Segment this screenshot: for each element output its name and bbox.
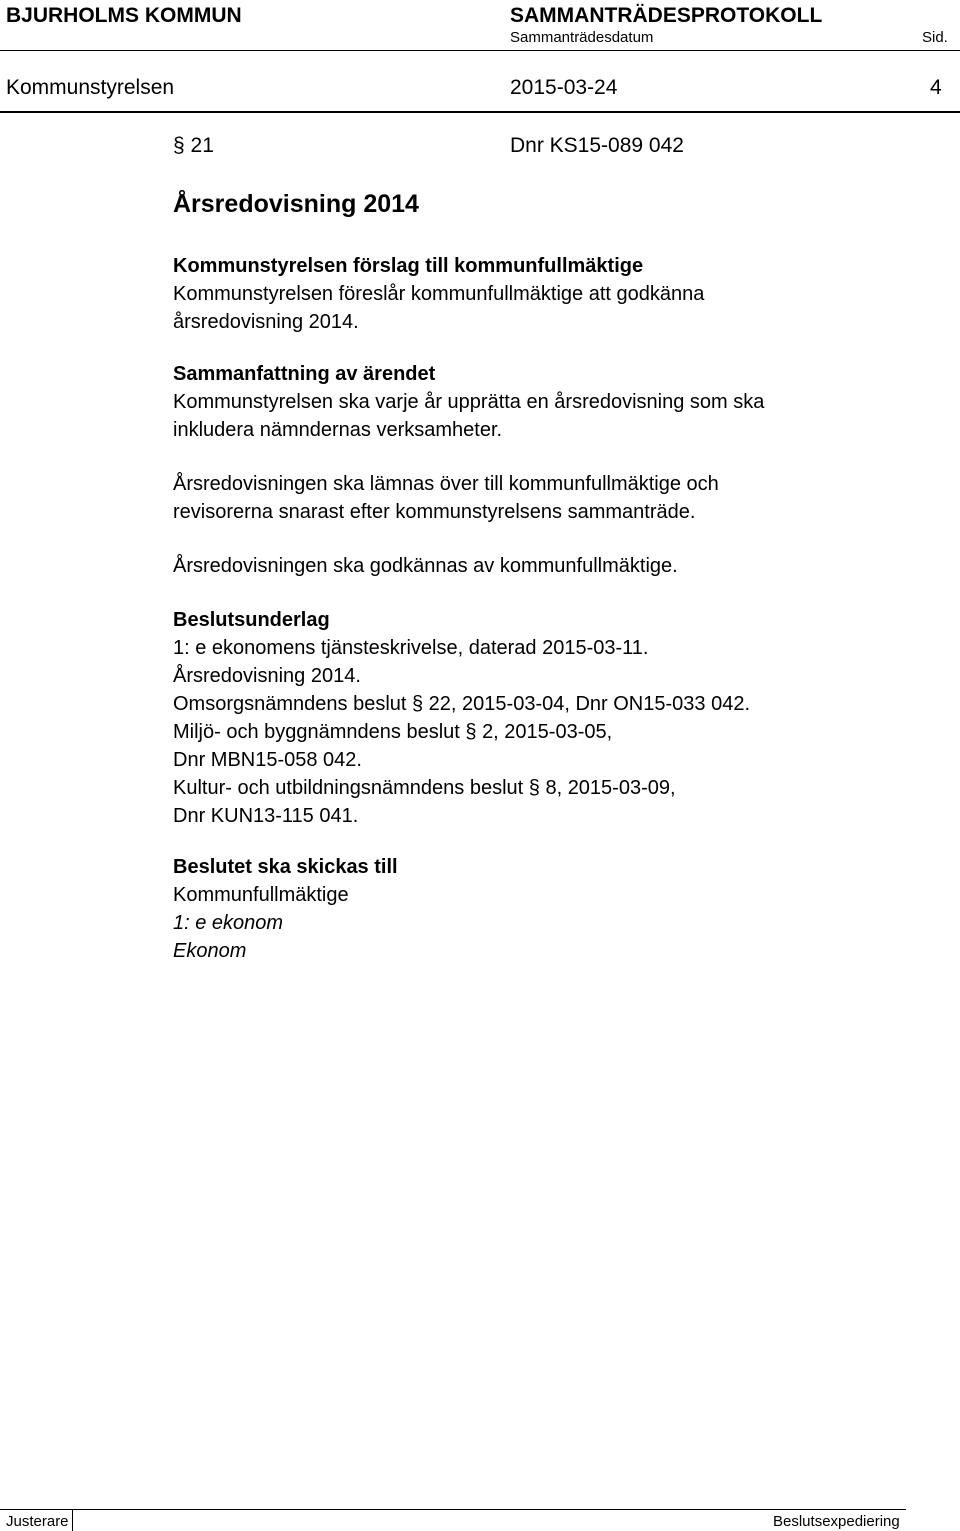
basis-line: Årsredovisning 2014.	[173, 665, 361, 687]
date-label: Sammanträdesdatum	[510, 29, 654, 46]
basis-line: Kultur- och utbildningsnämndens beslut § 8, 2015-03-09,	[173, 777, 676, 799]
summary-line: Kommunstyrelsen ska varje år upprätta en årsredovisning som ska	[173, 391, 765, 413]
footer-signature-box	[72, 1509, 73, 1531]
footer-rule	[0, 1509, 906, 1510]
summary-section	[173, 360, 893, 444]
recipient: Ekonom	[173, 940, 247, 962]
meeting-date: 2015-03-24	[510, 76, 618, 99]
summary-paragraph-3	[173, 552, 893, 580]
summary-line: Årsredovisningen ska godkännas av kommunfullmäktige.	[173, 555, 678, 577]
recipients-section	[173, 853, 893, 965]
recipients-heading: Beslutet ska skickas till	[173, 856, 398, 878]
recipient: Kommunfullmäktige	[173, 884, 349, 906]
proposal-line: årsredovisning 2014.	[173, 311, 359, 333]
proposal-line: Kommunstyrelsen föreslår kommunfullmäktige att godkänna	[173, 283, 705, 305]
basis-line: 1: e ekonomens tjänsteskrivelse, daterad 2015-03-11.	[173, 637, 649, 659]
footer-beslutsexpediering: Beslutsexpediering	[773, 1513, 900, 1530]
basis-section	[173, 606, 893, 830]
recipient: 1: e ekonom	[173, 912, 284, 934]
page-label: Sid.	[922, 29, 948, 46]
summary-line: Årsredovisningen ska lämnas över till kommunfullmäktige och	[173, 473, 719, 495]
basis-line: Dnr KUN13-115 041.	[173, 805, 359, 827]
basis-heading: Beslutsunderlag	[173, 609, 330, 631]
proposal-heading: Kommunstyrelsen förslag till kommunfullmäktige	[173, 255, 644, 277]
summary-line: inkludera nämndernas verksamheter.	[173, 419, 503, 441]
basis-line: Omsorgsnämndens beslut § 22, 2015-03-04, Dnr ON15-033 042.	[173, 693, 751, 715]
basis-line: Miljö- och byggnämndens beslut § 2, 2015-03-05,	[173, 721, 613, 743]
basis-line: Dnr MBN15-058 042.	[173, 749, 362, 771]
body-name: Kommunstyrelsen	[6, 76, 175, 99]
footer-justerare: Justerare	[6, 1513, 69, 1530]
page-number: 4	[930, 76, 942, 99]
paragraph-number: § 21	[173, 134, 214, 157]
item-title: Årsredovisning 2014	[173, 190, 419, 218]
summary-heading: Sammanfattning av ärendet	[173, 363, 436, 385]
dnr: Dnr KS15-089 042	[510, 134, 684, 157]
summary-line: revisorerna snarast efter kommunstyrelsens sammanträde.	[173, 501, 696, 523]
summary-paragraph-2	[173, 470, 893, 526]
org-name: BJURHOLMS KOMMUN	[6, 4, 242, 27]
proposal-section	[173, 252, 893, 336]
doc-type: SAMMANTRÄDESPROTOKOLL	[510, 4, 823, 27]
header-rule-bottom	[0, 111, 960, 113]
header-rule-top	[0, 50, 960, 51]
